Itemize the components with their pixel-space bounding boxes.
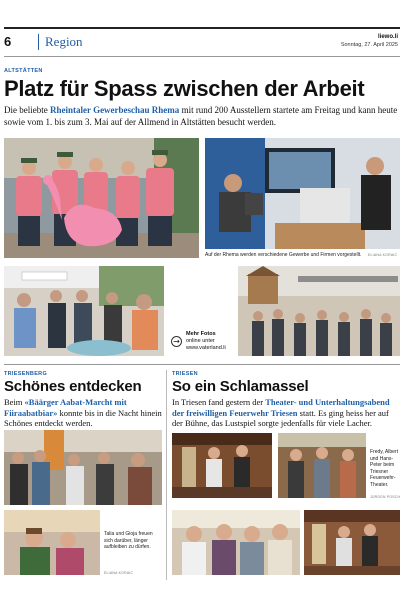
photo-theater-cast[interactable]: [172, 510, 300, 575]
photo-theater-cast-image: [172, 510, 300, 575]
photo-group-flamingo-image: [4, 138, 199, 258]
left-body: [4, 397, 162, 429]
photo-stage-scene-1[interactable]: [172, 433, 272, 498]
section-title[interactable]: Region: [38, 34, 83, 50]
main-photo-credit: ELIANA KORAIC: [368, 253, 398, 257]
header-rule: [4, 56, 400, 57]
section-divider: [4, 364, 400, 365]
main-headline[interactable]: Platz für Spass zwischen der Arbeit: [4, 76, 365, 101]
left-kicker: TRIESENBERG: [4, 371, 48, 377]
photo-market-stand-image: [4, 266, 164, 356]
photo-exhibitor-booth-image: [205, 138, 400, 249]
photo-children[interactable]: [4, 510, 100, 575]
right-photo-caption: Fredy, Albert und Hans-Peter beim Triesner Feuerwehr-Theater.: [370, 449, 398, 488]
more-photos-url[interactable]: www.vaterland.li: [186, 345, 226, 351]
photo-evening-market[interactable]: [4, 430, 162, 505]
lead-highlight[interactable]: Rheintaler Gewerbeschau Rhema: [49, 105, 180, 115]
lead-text-a: Die beliebte: [4, 105, 50, 115]
more-photos-text: [186, 331, 226, 352]
photo-stage-scene-2[interactable]: [278, 433, 366, 498]
arrow-right-icon: →: [171, 336, 182, 347]
photo-market-stand[interactable]: [4, 266, 164, 356]
right-body-b: statt. Es ging heiss her auf der Bühne, das Lustspiel sorgte jedenfalls für viele Lacher.: [172, 407, 389, 428]
left-body-b: konnte bis in die Nacht hinein Schönes entdeckt werden.: [4, 407, 162, 428]
photo-children-image: [4, 510, 100, 575]
more-photos-link[interactable]: [171, 331, 226, 352]
right-body: [172, 397, 400, 429]
brand[interactable]: liewo.li: [377, 34, 398, 40]
main-lead: [4, 104, 400, 128]
left-photo-credit: ELIANA KORAIC: [104, 571, 134, 575]
photo-group-flamingo[interactable]: [4, 138, 199, 258]
right-photo-credit: JÜRGEN POSCH: [370, 495, 401, 499]
more-photos-sub: online unter: [186, 338, 215, 344]
left-body-highlight[interactable]: «Bäärger Aabat-Marcht mit Fiiraabatbiar»: [4, 397, 127, 418]
right-body-highlight[interactable]: Theater- und Unterhaltungsabend der freiwilligen Feuerwehr Triesen: [172, 397, 390, 418]
photo-evening-market-image: [4, 430, 162, 505]
right-headline[interactable]: So ein Schlamassel: [172, 378, 309, 395]
issue-date: Sonntag, 27. April 2025: [340, 42, 398, 48]
photo-exhibitor-booth[interactable]: [205, 138, 400, 249]
photo-hall-crowd[interactable]: [238, 266, 400, 356]
photo-hall-crowd-image: [238, 266, 400, 356]
main-kicker: ALTSTÄTTEN: [4, 68, 43, 74]
column-divider: [166, 370, 167, 580]
right-body-a: In Triesen fand gestern der: [172, 397, 266, 407]
page-number: 6: [4, 34, 12, 49]
left-headline[interactable]: Schönes entdecken: [4, 378, 142, 395]
photo-theater-scene-3-image: [304, 510, 400, 575]
photo-stage-scene-1-image: [172, 433, 272, 498]
left-body-a: Beim: [4, 397, 25, 407]
photo-theater-scene-3[interactable]: [304, 510, 400, 575]
more-photos-title: Mehr Fotos: [186, 331, 216, 337]
photo-stage-scene-2-image: [278, 433, 366, 498]
left-photo-caption: Talia und Gioja freuen sich darüber, länger aufbleiben zu dürfen.: [104, 531, 153, 550]
right-kicker: TRIESEN: [172, 371, 198, 377]
main-photo-caption: Auf der Rhema werden verschiedene Gewerbe und Firmen vorgestellt.: [205, 252, 362, 258]
lead-text-b: mit rund 200 Ausstellern startete am Freitag und kann heute sowie vom 1. bis zum 3. Mai auf der Allmend in Altstätten besucht werden.: [4, 105, 398, 127]
top-rule: [4, 27, 400, 29]
